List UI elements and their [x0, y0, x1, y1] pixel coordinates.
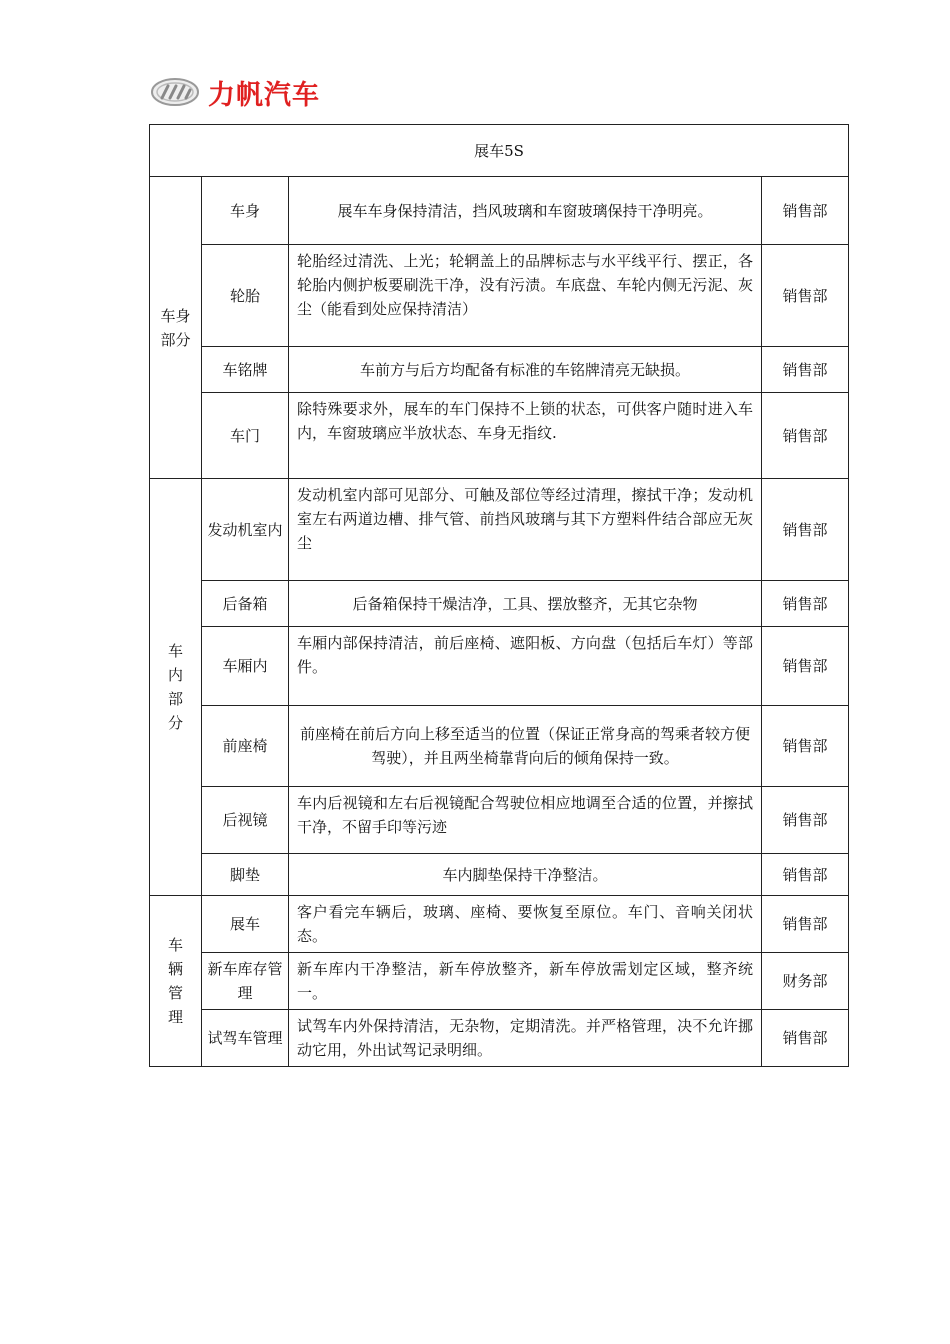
- table-row: [150, 787, 849, 854]
- section-label-vehicle-management: 车 辆 管 理: [150, 896, 202, 1067]
- item-description: 新车库内干净整洁，新车停放整齐，新车停放需划定区域，整齐统一。: [289, 953, 762, 1010]
- item-department: 销售部: [762, 177, 849, 245]
- item-description: 后备箱保持干燥洁净，工具、摆放整齐，无其它杂物: [289, 581, 762, 627]
- table-row: [150, 581, 849, 627]
- item-description: 客户看完车辆后，玻璃、座椅、要恢复至原位。车门、音响关闭状态。: [289, 896, 762, 953]
- item-department: 销售部: [762, 245, 849, 347]
- item-description: 轮胎经过清洗、上光；轮辋盖上的品牌标志与水平线平行、摆正，各轮胎内侧护板要刷洗干净，没有污渍。车底盘、车轮内侧无污泥、灰尘（能看到处应保持清洁）: [289, 245, 762, 347]
- lifan-logo-icon: [150, 76, 200, 108]
- item-name: 车门: [202, 393, 289, 479]
- item-name: 展车: [202, 896, 289, 953]
- table-row: [150, 854, 849, 896]
- item-name: 新车库存管理: [202, 953, 289, 1010]
- item-department: 销售部: [762, 627, 849, 706]
- item-department: 销售部: [762, 854, 849, 896]
- table-row: [150, 177, 849, 245]
- display-car-5s-table: [149, 124, 849, 1067]
- item-department: 销售部: [762, 896, 849, 953]
- header: [150, 72, 320, 112]
- item-description: 车厢内部保持清洁，前后座椅、遮阳板、方向盘（包括后车灯）等部件。: [289, 627, 762, 706]
- table-row: [150, 627, 849, 706]
- item-name: 车厢内: [202, 627, 289, 706]
- table-title: 展车5S: [150, 125, 849, 177]
- item-name: 脚垫: [202, 854, 289, 896]
- item-department: 销售部: [762, 393, 849, 479]
- item-description: 展车车身保持清洁，挡风玻璃和车窗玻璃保持干净明亮。: [289, 177, 762, 245]
- table-row: [150, 245, 849, 347]
- item-description: 前座椅在前后方向上移至适当的位置（保证正常身高的驾乘者较方便驾驶），并且两坐椅靠背向后的倾角保持一致。: [289, 706, 762, 787]
- item-description: 车前方与后方均配备有标准的车铭牌清亮无缺损。: [289, 347, 762, 393]
- item-department: 销售部: [762, 347, 849, 393]
- table-row: [150, 479, 849, 581]
- item-name: 车身: [202, 177, 289, 245]
- table-row: [150, 706, 849, 787]
- item-description: 车内后视镜和左右后视镜配合驾驶位相应地调至合适的位置，并擦拭干净，不留手印等污迹: [289, 787, 762, 854]
- item-department: 财务部: [762, 953, 849, 1010]
- item-name: 车铭牌: [202, 347, 289, 393]
- section-label-interior: 车 内 部 分: [150, 479, 202, 896]
- item-description: 发动机室内部可见部分、可触及部位等经过清理，擦拭干净；发动机室左右两道边槽、排气管、前挡风玻璃与其下方塑料件结合部应无灰尘: [289, 479, 762, 581]
- item-name: 后视镜: [202, 787, 289, 854]
- item-department: 销售部: [762, 479, 849, 581]
- table-row: [150, 953, 849, 1010]
- item-name: 前座椅: [202, 706, 289, 787]
- item-department: 销售部: [762, 706, 849, 787]
- item-department: 销售部: [762, 1010, 849, 1067]
- item-name: 后备箱: [202, 581, 289, 627]
- section-label-body: 车身 部分: [150, 177, 202, 479]
- brand-name: 力帆汽车: [208, 79, 320, 111]
- item-description: 试驾车内外保持清洁，无杂物，定期清洗。并严格管理，决不允许挪动它用，外出试驾记录明细。: [289, 1010, 762, 1067]
- item-description: 车内脚垫保持干净整洁。: [289, 854, 762, 896]
- item-department: 销售部: [762, 581, 849, 627]
- item-name: 试驾车管理: [202, 1010, 289, 1067]
- item-name: 轮胎: [202, 245, 289, 347]
- table-row: [150, 1010, 849, 1067]
- table-row: [150, 393, 849, 479]
- item-department: 销售部: [762, 787, 849, 854]
- item-name: 发动机室内: [202, 479, 289, 581]
- table-row: [150, 347, 849, 393]
- item-description: 除特殊要求外，展车的车门保持不上锁的状态，可供客户随时进入车内，车窗玻璃应半放状态、车身无指纹.: [289, 393, 762, 479]
- table-row: [150, 896, 849, 953]
